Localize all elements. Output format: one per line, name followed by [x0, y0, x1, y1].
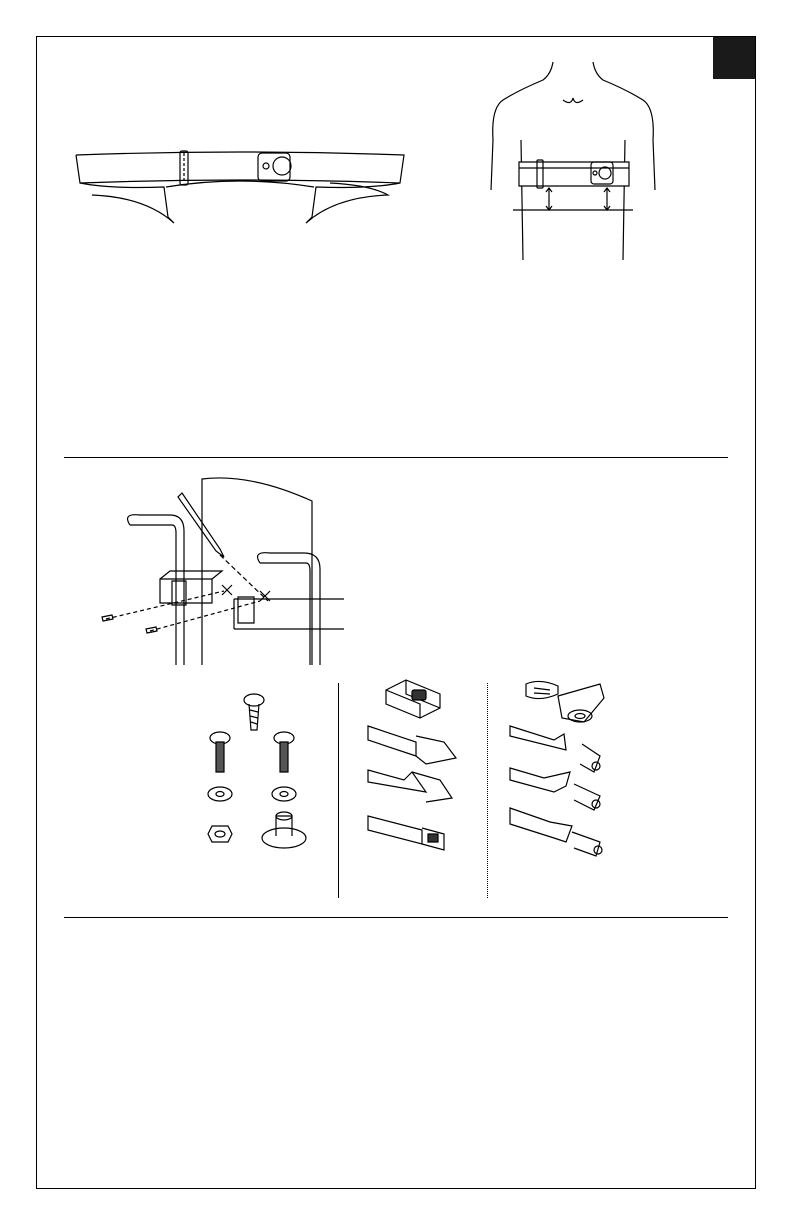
screws-washers-nuts-icon: [196, 688, 316, 858]
section-tab-marker: [713, 37, 755, 79]
strap-buckle-steps-icon: [504, 676, 624, 860]
strap-clip-steps-icon: [356, 676, 476, 860]
section-divider: [64, 457, 728, 458]
section-divider: [64, 917, 728, 918]
column-separator-solid: [338, 683, 339, 898]
chest-strap-worn-icon: [483, 60, 663, 260]
chest-strap-flat-icon: [70, 145, 410, 225]
column-separator-dotted: [487, 683, 488, 898]
handlebar-mounting-icon: [100, 473, 360, 665]
